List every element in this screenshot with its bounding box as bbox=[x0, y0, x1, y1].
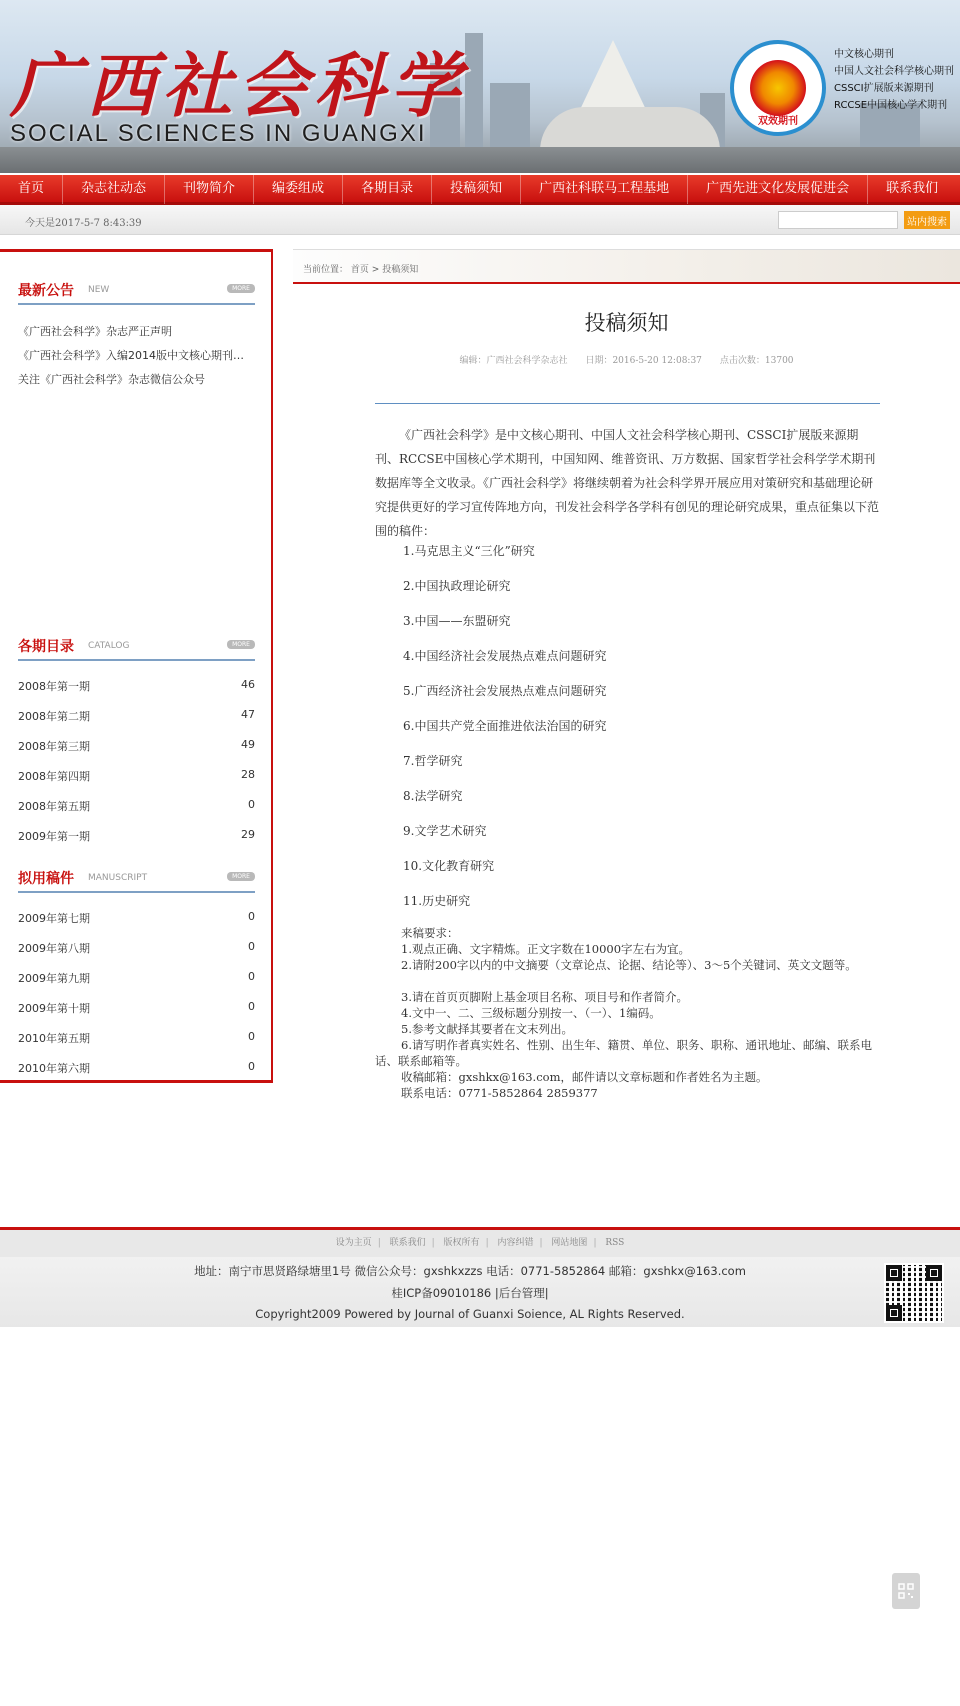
sidebar bbox=[0, 249, 273, 1083]
topic-item: 10.文化教育研究 bbox=[403, 859, 495, 873]
qr-finder bbox=[886, 1265, 902, 1281]
honor-item: 中国人文社会科学核心期刊 bbox=[834, 66, 954, 77]
catalog-subtitle: CATALOG bbox=[88, 641, 130, 651]
requirement-item: 5.参考文献择其要者在文末列出。 bbox=[401, 1022, 573, 1036]
manuscript-subtitle: MANUSCRIPT bbox=[88, 873, 148, 883]
notice-item[interactable]: 《广西社会科学》入编2014版中文核心期刊… bbox=[18, 349, 244, 362]
page-title: 投稿须知 bbox=[584, 311, 669, 335]
catalog-row-label: 2009年第一期 bbox=[18, 830, 90, 843]
catalog-row-label: 2008年第五期 bbox=[18, 800, 90, 813]
footer-links bbox=[0, 1227, 960, 1257]
requirement-item: 4.文中一、二、三级标题分别按一、（一）、1编码。 bbox=[401, 1006, 661, 1020]
floating-qr-button[interactable] bbox=[892, 1573, 920, 1609]
catalog-row-label: 2008年第一期 bbox=[18, 680, 90, 693]
notices-more-button[interactable]: MORE bbox=[227, 284, 255, 293]
submission-email: 收稿邮箱：gxshkx@163.com，邮件请以文章标题和作者姓名为主题。 bbox=[401, 1070, 768, 1084]
catalog-row-count: 49 bbox=[241, 738, 255, 751]
banner-ground bbox=[0, 147, 960, 173]
footer-divider: | bbox=[593, 1238, 597, 1248]
manuscript-row-count: 0 bbox=[248, 1000, 255, 1013]
topic-item: 8.法学研究 bbox=[403, 789, 463, 803]
catalog-row-count: 46 bbox=[241, 678, 255, 691]
manuscript-row-count: 0 bbox=[248, 1030, 255, 1043]
footer-divider: | bbox=[377, 1238, 381, 1248]
footer-copyright: Copyright2009 Powered by Journal of Guanxi Soience, AL Rights Reserved. bbox=[255, 1307, 685, 1321]
catalog-row[interactable] bbox=[18, 828, 255, 844]
manuscript-row-label: 2010年第五期 bbox=[18, 1032, 90, 1045]
qr-finder bbox=[886, 1305, 902, 1321]
requirement-item: 3.请在首页页脚附上基金项目名称、项目号和作者简介。 bbox=[401, 990, 688, 1004]
footer-divider: | bbox=[539, 1238, 543, 1248]
requirement-item: 6.请写明作者真实姓名、性别、出生年、籍贯、单位、职务、职称、通讯地址、邮编、联系电话、联系邮箱等。 bbox=[375, 1038, 872, 1068]
current-date: 今天是2017-5-7 8:43:39 bbox=[25, 218, 142, 229]
footer-link-sitemap[interactable]: 网站地图 bbox=[551, 1238, 588, 1248]
catalog-row-count: 28 bbox=[241, 768, 255, 781]
manuscript-row-label: 2009年第八期 bbox=[18, 942, 90, 955]
catalog-row[interactable] bbox=[18, 738, 255, 754]
manuscript-row-label: 2009年第十期 bbox=[18, 1002, 90, 1015]
article-intro: 《广西社会科学》是中文核心期刊、中国人文社会科学核心期刊、CSSCI扩展版来源期刊、RCCSE中国核心学术期刊，中国知网、维普资讯、万方数据、国家哲学社会科学学术期刊数据库等全文收录。《广西社会科学》将继续朝着为社会科学界开展应用对策研究和基础理论研究提供更好的学习宣传阵地方向，刊发社会科学各学科有创见的理论研究成果，重点征集以下范围的稿件： bbox=[375, 428, 880, 538]
nav-marxism-base[interactable]: 广西社科联马工程基地 bbox=[521, 174, 688, 204]
qr-finder bbox=[926, 1265, 942, 1281]
skyline-building bbox=[465, 33, 483, 153]
footer-admin-link[interactable]: |后台管理| bbox=[494, 1286, 549, 1300]
nav-editorial-board[interactable]: 编委组成 bbox=[254, 174, 343, 204]
seal-emblem bbox=[750, 60, 806, 116]
topic-item: 4.中国经济社会发展热点难点问题研究 bbox=[403, 649, 607, 663]
wechat-qr-code bbox=[884, 1263, 944, 1323]
notice-item[interactable]: 关注《广西社会科学》杂志微信公众号 bbox=[18, 373, 205, 386]
footer-link-rss[interactable]: RSS bbox=[605, 1238, 625, 1248]
footer-icp-line bbox=[0, 1285, 940, 1301]
footer-divider: | bbox=[431, 1238, 435, 1248]
manuscript-row[interactable] bbox=[18, 940, 255, 956]
notices-title: 最新公告 bbox=[18, 283, 74, 299]
nav-catalog[interactable]: 各期目录 bbox=[343, 174, 432, 204]
catalog-row[interactable] bbox=[18, 768, 255, 784]
title-divider bbox=[375, 403, 880, 404]
breadcrumb-current: 投稿须知 bbox=[382, 265, 419, 275]
search-button[interactable]: 站内搜索 bbox=[904, 211, 950, 229]
search-input[interactable] bbox=[778, 211, 898, 229]
catalog-row[interactable] bbox=[18, 678, 255, 694]
skyline-building bbox=[490, 83, 530, 153]
manuscript-row-count: 0 bbox=[248, 910, 255, 923]
notices-subtitle: NEW bbox=[88, 285, 110, 295]
catalog-row-count: 0 bbox=[248, 798, 255, 811]
manuscript-row-label: 2009年第九期 bbox=[18, 972, 90, 985]
journal-logo-en: SOCIAL SCIENCES IN GUANGXI bbox=[10, 120, 427, 147]
double-effect-seal bbox=[730, 40, 826, 136]
landmark-stadium bbox=[540, 107, 720, 151]
footer-icp[interactable]: 桂ICP备09010186 bbox=[391, 1286, 492, 1300]
date-bar bbox=[0, 205, 960, 235]
footer-address: 地址：南宁市思贤路绿塘里1号 微信公众号：gxshkxzzs 电话：0771-5852864 邮箱：gxshkx@163.com bbox=[194, 1264, 746, 1278]
manuscript-row[interactable] bbox=[18, 970, 255, 986]
manuscript-row-count: 0 bbox=[248, 940, 255, 953]
topic-item: 5.广西经济社会发展热点难点问题研究 bbox=[403, 684, 607, 698]
catalog-row-label: 2008年第二期 bbox=[18, 710, 90, 723]
catalog-more-button[interactable]: MORE bbox=[227, 640, 255, 649]
catalog-header bbox=[18, 633, 255, 661]
honor-item: 中文核心期刊 bbox=[834, 49, 894, 60]
topic-item: 9.文学艺术研究 bbox=[403, 824, 487, 838]
topic-item: 1.马克思主义“三化”研究 bbox=[403, 544, 535, 558]
manuscript-row[interactable] bbox=[18, 1000, 255, 1016]
notice-item[interactable]: 《广西社会科学》杂志严正声明 bbox=[18, 325, 172, 338]
breadcrumb-home-link[interactable]: 首页 bbox=[350, 265, 369, 275]
qr-icon bbox=[898, 1583, 914, 1599]
requirement-item: 2.请附200字以内的中文摘要（文章论点、论据、结论等）、3～5个关键词、英文文题等。 bbox=[401, 958, 857, 972]
manuscript-more-button[interactable]: MORE bbox=[227, 872, 255, 881]
footer-link-correction[interactable]: 内容纠错 bbox=[497, 1238, 534, 1248]
nav-news[interactable]: 杂志社动态 bbox=[63, 174, 165, 204]
journal-honors bbox=[834, 46, 954, 114]
catalog-row-count: 29 bbox=[241, 828, 255, 841]
contact-phone: 联系电话：0771-5852864 2859377 bbox=[401, 1086, 598, 1100]
catalog-title: 各期目录 bbox=[18, 639, 74, 655]
nav-intro[interactable]: 刊物简介 bbox=[165, 174, 254, 204]
topic-item: 7.哲学研究 bbox=[403, 754, 463, 768]
breadcrumb-arrow-icon: > bbox=[371, 265, 380, 275]
catalog-row[interactable] bbox=[18, 798, 255, 814]
requirements-heading: 来稿要求： bbox=[401, 926, 459, 940]
requirement-item: 1.观点正确、文字精炼。正文字数在10000字左右为宜。 bbox=[401, 942, 691, 956]
article-meta: 编辑：广西社会科学杂志社 日期：2016-5-20 12:08:37 点击次数：13700 bbox=[459, 356, 794, 366]
manuscript-row-count: 0 bbox=[248, 970, 255, 983]
footer-divider: | bbox=[485, 1238, 489, 1248]
manuscript-row-label: 2010年第六期 bbox=[18, 1062, 90, 1075]
catalog-row-count: 47 bbox=[241, 708, 255, 721]
nav-home[interactable]: 首页 bbox=[0, 174, 63, 204]
notices-header bbox=[18, 277, 255, 305]
catalog-row[interactable] bbox=[18, 708, 255, 724]
manuscript-row-count: 0 bbox=[248, 1060, 255, 1073]
breadcrumb-text bbox=[303, 262, 418, 275]
topic-item: 3.中国——东盟研究 bbox=[403, 614, 511, 628]
seal-text: 双效期刊 bbox=[758, 116, 798, 127]
manuscript-row-label: 2009年第七期 bbox=[18, 912, 90, 925]
breadcrumb bbox=[293, 249, 960, 284]
manuscript-header bbox=[18, 865, 255, 893]
manuscript-row[interactable] bbox=[18, 1030, 255, 1046]
journal-logo-cn: 广西社会科学 bbox=[10, 44, 466, 127]
footer-link-set-home[interactable]: 设为主页 bbox=[335, 1238, 372, 1248]
nav-culture-association[interactable]: 广西先进文化发展促进会 bbox=[688, 174, 868, 204]
footer-link-contact[interactable]: 联系我们 bbox=[389, 1238, 426, 1248]
manuscript-row[interactable] bbox=[18, 1060, 255, 1076]
manuscript-row[interactable] bbox=[18, 910, 255, 926]
footer-info bbox=[0, 1257, 960, 1327]
honor-item: RCCSE中国核心学术期刊 bbox=[834, 100, 948, 111]
topic-item: 2.中国执政理论研究 bbox=[403, 579, 511, 593]
nav-contact[interactable]: 联系我们 bbox=[886, 180, 939, 196]
header-banner bbox=[0, 0, 960, 173]
breadcrumb-prefix: 当前位置： bbox=[303, 265, 349, 275]
manuscript-title: 拟用稿件 bbox=[18, 871, 74, 887]
topic-item: 11.历史研究 bbox=[403, 894, 471, 908]
footer-link-copyright[interactable]: 版权所有 bbox=[443, 1238, 480, 1248]
honor-item: CSSCI扩展版来源期刊 bbox=[834, 83, 934, 94]
catalog-row-label: 2008年第三期 bbox=[18, 740, 90, 753]
nav-submission[interactable]: 投稿须知 bbox=[432, 174, 521, 204]
topic-item: 6.中国共产党全面推进依法治国的研究 bbox=[403, 719, 607, 733]
catalog-row-label: 2008年第四期 bbox=[18, 770, 90, 783]
main-nav bbox=[0, 175, 960, 205]
